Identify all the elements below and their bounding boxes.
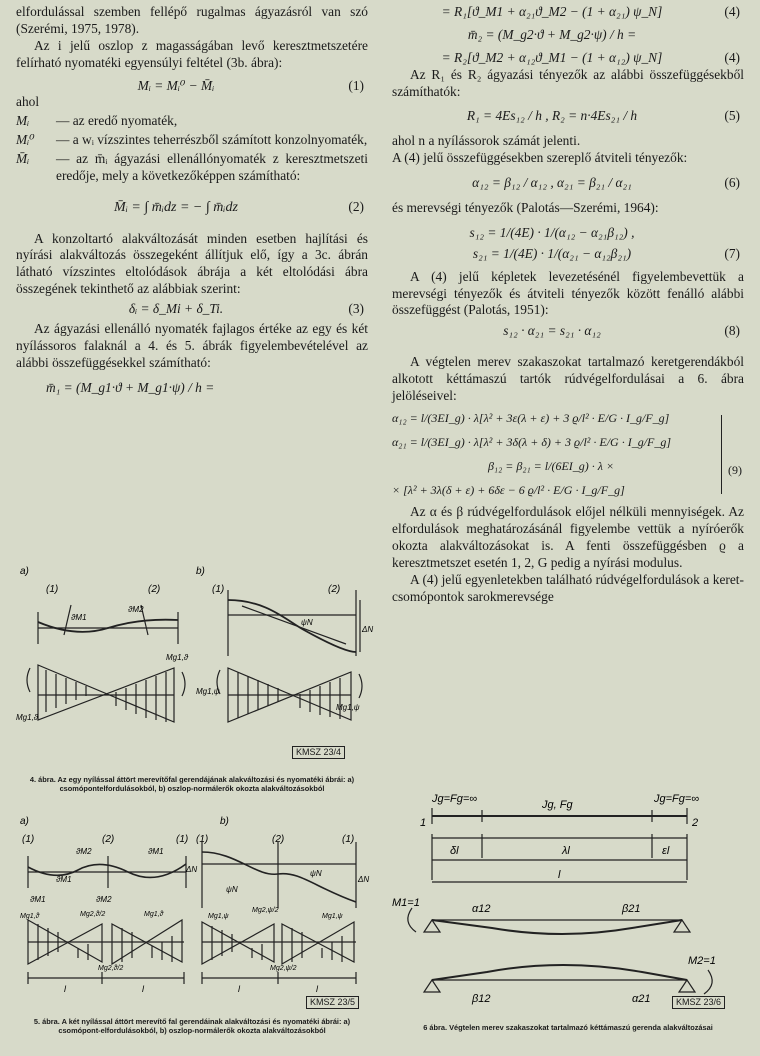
ahol-text: ahol xyxy=(16,94,40,110)
equation-number: (1) xyxy=(348,77,364,93)
equation-text: α₁₂ = β₁₂ / α₁₂ , α₂₁ = β₂₁ / α₂₁ xyxy=(472,175,632,191)
equation-text: s₁₂ = 1/(4E) · 1/(α₁₂ − α₂₁β₁₂) , xyxy=(469,224,635,240)
equation-number: (4) xyxy=(724,4,740,19)
moment-label: Mg1,ϑ xyxy=(166,653,189,662)
moment-label: Mg1,ϑ xyxy=(16,713,39,722)
moment-label: M2=1 xyxy=(688,955,716,967)
equation-text: α₂₁ = l/(3EI_g) · λ[λ² + 3δ(λ + δ) + 3 ϱ/l² · E/G · I_g/F_g] xyxy=(392,435,672,450)
stiffness-label: Jg, Fg xyxy=(542,799,573,811)
subfigure-label: b) xyxy=(220,816,229,827)
length-label: λl xyxy=(562,845,570,857)
equation-text: = R₂[ϑ_M2 + α₁₂ϑ_M1 − (1 + α₁₂) ψ_N] xyxy=(441,49,663,65)
equation-text: M̄ᵢ = ∫ m̄ᵢdz = − ∫ m̄ᵢdz xyxy=(114,199,238,215)
paragraph: A konzoltartó alakváltozását minden esetben hajlítási és nyírási alakváltozás összegeként állítjuk elő, így a 3c. ábrán látható vízszintes eltolódások ábrája a két eltolódási ábra összegének tekinthető az alábbiak szerint: xyxy=(16,230,368,297)
angle-label: ϑM2 xyxy=(96,895,112,904)
moment-label: Mg2,ψ/2 xyxy=(270,965,297,972)
figure-stamp: KMSZ 23/4 xyxy=(292,746,345,759)
figure-4-drawing xyxy=(16,560,374,770)
length-label: l xyxy=(316,984,318,994)
figure-6-drawing xyxy=(392,780,744,1020)
figure-5 xyxy=(16,812,368,1012)
paragraph: A (4) jelű képletek levezetésénél figyelembevettük a merevségi tényezők és átviteli tényezők között fenálló alábbi összefüggést (Palotás, 1951): xyxy=(392,268,744,318)
delta-label: ΔN xyxy=(186,865,198,874)
angle-label: ψN xyxy=(226,885,238,894)
figure-stamp: KMSZ 23/5 xyxy=(306,996,359,1009)
equation-number: (6) xyxy=(724,175,740,191)
node-label: (1) xyxy=(212,584,225,595)
angle-label: ϑM1 xyxy=(148,847,164,856)
equation-4-start xyxy=(16,380,368,397)
moment-label: Mg1,ϑ xyxy=(20,913,40,920)
angle-label: ψN xyxy=(310,869,322,878)
angle-label: ϑM2 xyxy=(128,605,144,614)
equation-text: m̄₁ = (M_g1·ϑ + M_g1·ψ) / h = xyxy=(46,379,215,395)
stiffness-label: Jg=Fg=∞ xyxy=(654,793,700,805)
equation-number: (5) xyxy=(724,108,740,124)
equation-6 xyxy=(392,175,744,192)
definition-symbol: Mᵢ xyxy=(16,113,30,129)
equation-5 xyxy=(392,108,744,125)
angle-label: ϑM1 xyxy=(30,895,46,904)
equation-text: δᵢ = δ_Mi + δ_Ti. xyxy=(128,301,224,317)
node-label: (1) xyxy=(22,834,35,845)
equation-1 xyxy=(16,78,368,95)
figure-5-drawing xyxy=(16,812,368,1007)
left-column xyxy=(16,4,368,397)
length-label: εl xyxy=(662,845,670,857)
angle-label: β21 xyxy=(622,903,641,915)
subfigure-label: a) xyxy=(20,816,29,827)
equation-8 xyxy=(392,323,744,340)
paragraph: A végtelen merev szakaszokat tartalmazó keretgerendákból alkotott kéttámaszú tartók rúdvégelfordulásai a 6. ábra jelöléseivel: xyxy=(392,354,744,404)
moment-label: Mg1,ψ xyxy=(208,913,229,920)
definition-item xyxy=(16,151,368,185)
equation-4c xyxy=(392,50,744,67)
definition-text: — az m̄ᵢ ágyazási ellenállónyomaték z keresztmetszeti eredője, mely a következőképpen számítható: xyxy=(56,151,368,184)
equation-text: s₁₂ · α₂₁ = s₂₁ · α₁₂ xyxy=(503,323,601,339)
length-label: l xyxy=(238,984,240,994)
length-label: l xyxy=(558,869,561,881)
figure-5-caption: 5. ábra. A két nyílással áttört merevítő fal gerendáinak alakváltozási és nyomatéki ábrái: a) csomópont-elfordulásokból, b) oszlop-normálerők okozta alakváltozásokból xyxy=(33,1017,351,1035)
equation-number: (9) xyxy=(728,462,742,477)
paragraph: Az ágyazási ellenálló nyomaték fajlagos értéke az egy és két nyílássoros falaknál a 4. és 5. ábrák figyelembevételével az alábbi összefüggésekkel számítható: xyxy=(16,320,368,370)
node-label: (1) xyxy=(176,834,189,845)
node-label: (2) xyxy=(102,834,115,845)
length-label: l xyxy=(142,984,144,994)
subfigure-label: b) xyxy=(196,566,205,577)
node-label: (1) xyxy=(46,584,59,595)
paragraph: Az α és β rúdvégelfordulások előjel nélküli mennyiségek. Az elfordulások meghatározásánál figyelembe vettük a nyíróerők okozta alakváltozásokat is. A fenti összefüggésben ϱ a keresztmetszet esetén 1, 2, G pedig a nyírási modulus. xyxy=(392,504,744,571)
paragraph: és merevségi tényezők (Palotás—Szerémi, 1964): xyxy=(392,200,659,216)
node-label: (1) xyxy=(196,834,209,845)
definition-text: — az eredő nyomaték, xyxy=(56,113,178,129)
equation-text: β₁₂ = β₂₁ = l/(6EI_g) · λ × xyxy=(487,459,615,474)
moment-label: Mg2,ϑ/2 xyxy=(80,911,106,918)
equation-text: × [λ² + 3λ(δ + ε) + 6δε − 6 ϱ/l² · E/G · I_g/F_g] xyxy=(392,483,625,498)
angle-label: α21 xyxy=(632,993,651,1005)
definition-text: — a wᵢ vízszintes teherrészből számított konzolnyomaték, xyxy=(56,132,368,148)
equation-text: m̄₂ = (M_g2·ϑ + M_g2·ψ) / h = xyxy=(467,26,637,42)
equation-7b xyxy=(392,246,744,263)
moment-label: Mg1,ψ xyxy=(322,913,343,920)
node-label: (2) xyxy=(148,584,161,595)
angle-label: α12 xyxy=(472,903,491,915)
equation-3 xyxy=(16,301,368,318)
equation-text: = R₁[ϑ_M1 + α₂₁ϑ_M2 − (1 + α₂₁) ψ_N] xyxy=(441,4,663,19)
paragraph: elfordulással szemben fellépő rugalmas ágyazásról van szó (Szerémi, 1975, 1978). xyxy=(16,4,368,36)
stiffness-label: Jg=Fg=∞ xyxy=(432,793,478,805)
definition-item xyxy=(16,113,368,130)
figure-4 xyxy=(16,560,374,775)
equation-number: (4) xyxy=(724,49,740,65)
equation-text: Mᵢ = Mᵢ⁰ − M̄ᵢ xyxy=(137,77,215,93)
equation-4b xyxy=(392,27,744,44)
equation-2 xyxy=(16,199,368,217)
equation-brace xyxy=(721,415,722,494)
figure-4-caption: 4. ábra. Az egy nyílással áttört merevítőfal gerendájának alakváltozási és nyomatéki ábrái: a) csomópontelfordulásokból, b) oszlop-normálerők okozta alakváltozásokból xyxy=(29,775,355,793)
paragraph: Az i jelű oszlop z magasságában levő keresztmetszetére felírható nyomatéki egyensúlyi feltétel (3b. ábra): xyxy=(16,37,368,70)
paragraph: A (4) jelű összefüggésekben szereplő átviteli tényezők: xyxy=(392,150,688,166)
definition-item xyxy=(16,132,368,149)
node-label: 2 xyxy=(692,817,699,829)
equation-number: (8) xyxy=(724,323,740,339)
moment-label: Mg1,ϑ xyxy=(144,911,164,918)
paragraph: ahol n a nyílássorok számát jelenti. xyxy=(392,133,581,149)
length-label: δl xyxy=(450,845,459,857)
figure-stamp: KMSZ 23/6 xyxy=(672,996,725,1009)
figure-6 xyxy=(392,780,744,1030)
equation-text: s₂₁ = 1/(4E) · 1/(α₂₁ − α₁₂β₂₁) xyxy=(472,245,632,261)
moment-label: Mg1,ψ xyxy=(336,703,360,712)
equation-text: R₁ = 4Es₁₂ / h , R₂ = n·4Es₂₁ / h xyxy=(466,108,638,124)
delta-label: ΔN xyxy=(362,625,374,634)
node-label: (2) xyxy=(272,834,285,845)
equation-9 xyxy=(392,411,744,498)
moment-label: M1=1 xyxy=(392,897,420,909)
equation-number: (2) xyxy=(348,199,364,215)
equation-7a xyxy=(392,225,744,242)
angle-label: ψN xyxy=(301,618,313,627)
figure-6-caption: 6 ábra. Végtelen merev szakaszokat tartalmazó kéttámaszú gerenda alakváltozásai xyxy=(423,1023,713,1032)
angle-label: ϑM2 xyxy=(76,847,92,856)
moment-label: Mg1,ψ xyxy=(196,687,220,696)
length-label: l xyxy=(64,984,66,994)
moment-label: Mg2,ψ/2 xyxy=(252,907,279,914)
equation-4a xyxy=(392,4,744,21)
equation-number: (7) xyxy=(724,245,740,261)
subfigure-label: a) xyxy=(20,566,29,577)
definition-symbol: M̄ᵢ xyxy=(16,151,30,167)
delta-label: ΔN xyxy=(358,875,370,884)
paragraph: Az R₁ és R₂ ágyazási tényezők az alábbi összefüggésekből számíthatók: xyxy=(392,66,744,99)
moment-label: Mg2,ϑ/2 xyxy=(98,965,124,972)
node-label: (2) xyxy=(328,584,341,595)
node-label: (1) xyxy=(342,834,355,845)
angle-label: β12 xyxy=(472,993,491,1005)
angle-label: ϑM1 xyxy=(71,613,87,622)
equation-text: α₁₂ = l/(3EI_g) · λ[λ² + 3ε(λ + ε) + 3 ϱ/l² · E/G · I_g/F_g] xyxy=(392,410,670,425)
paragraph: A (4) jelű egyenletekben található rúdvégelfordulások a keret-csomópontok sarokmerevsége xyxy=(392,571,744,604)
equation-number: (3) xyxy=(348,301,364,317)
angle-label: ϑM1 xyxy=(56,875,72,884)
definition-symbol: Mᵢ⁰ xyxy=(16,132,35,148)
right-column xyxy=(392,4,744,606)
node-label: 1 xyxy=(420,817,427,829)
